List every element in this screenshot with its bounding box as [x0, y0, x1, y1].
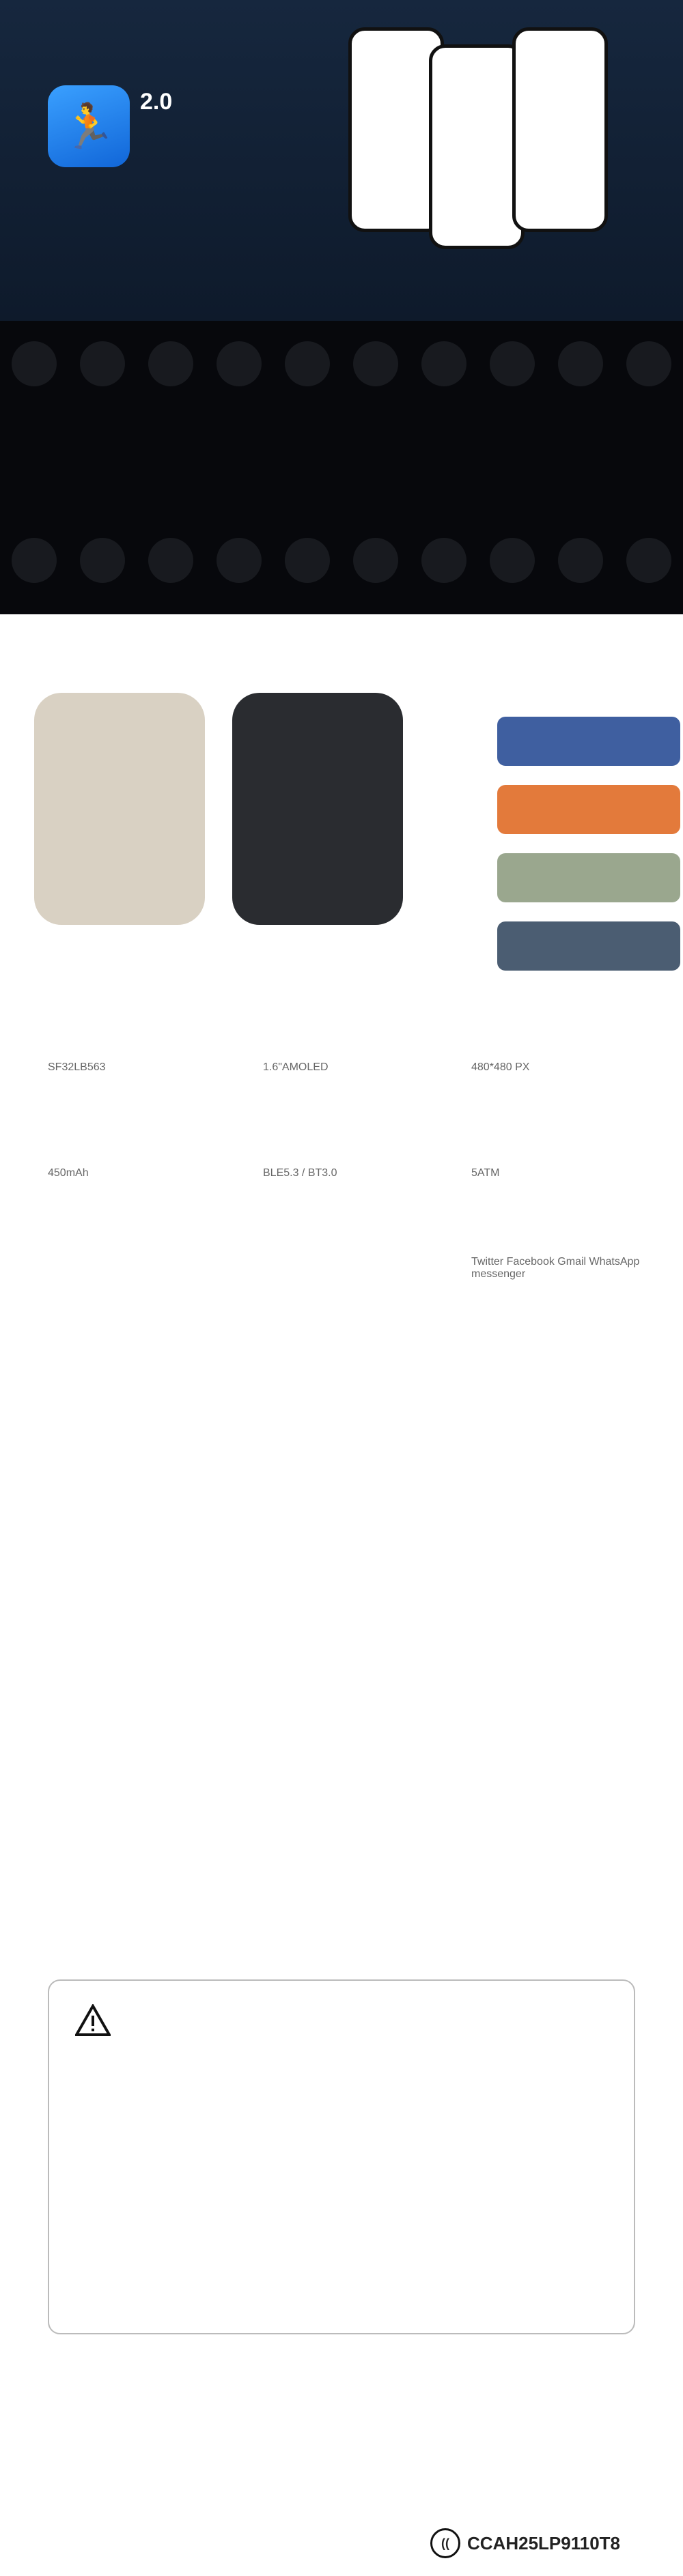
footer — [0, 2519, 683, 2576]
strap-blue — [497, 717, 680, 766]
spec-notifications: Twitter Facebook Gmail WhatsApp messenger — [471, 1256, 640, 1280]
running-man-icon: 🏃 — [48, 85, 130, 167]
watch-images — [27, 693, 410, 939]
phone-mockup — [512, 27, 608, 232]
spec-bluetooth: BLE5.3 / BT3.0 — [263, 1167, 337, 1179]
strap-orange — [497, 785, 680, 834]
spec-resolution: 480*480 PX — [471, 1061, 530, 1073]
icon-row — [0, 538, 683, 583]
spec-chip: SF32LB563 — [48, 1061, 106, 1073]
features-band — [0, 321, 683, 614]
watch-titanium — [34, 693, 205, 925]
caution-box — [48, 1979, 635, 2334]
hero-banner — [0, 0, 683, 321]
hero-text — [140, 89, 172, 115]
spec-screen: 1.6"AMOLED — [263, 1061, 329, 1073]
phone-mockup — [429, 44, 525, 249]
warning-triangle-icon — [75, 2004, 111, 2037]
spec-battery: 450mAh — [48, 1167, 89, 1179]
icon-row — [0, 341, 683, 386]
watch-tungsten-black — [232, 693, 403, 925]
spec-waterproof: 5ATM — [471, 1167, 500, 1179]
hero-version: 2.0 — [140, 89, 173, 115]
strap-colors — [497, 717, 680, 971]
strap-slate — [497, 921, 680, 971]
cert-number: CCAH25LP9110T8 — [467, 2532, 620, 2553]
spec-section — [0, 614, 683, 1966]
cert-block — [430, 2528, 620, 2558]
strap-sage — [497, 853, 680, 902]
ncc-icon: (( — [430, 2528, 460, 2558]
